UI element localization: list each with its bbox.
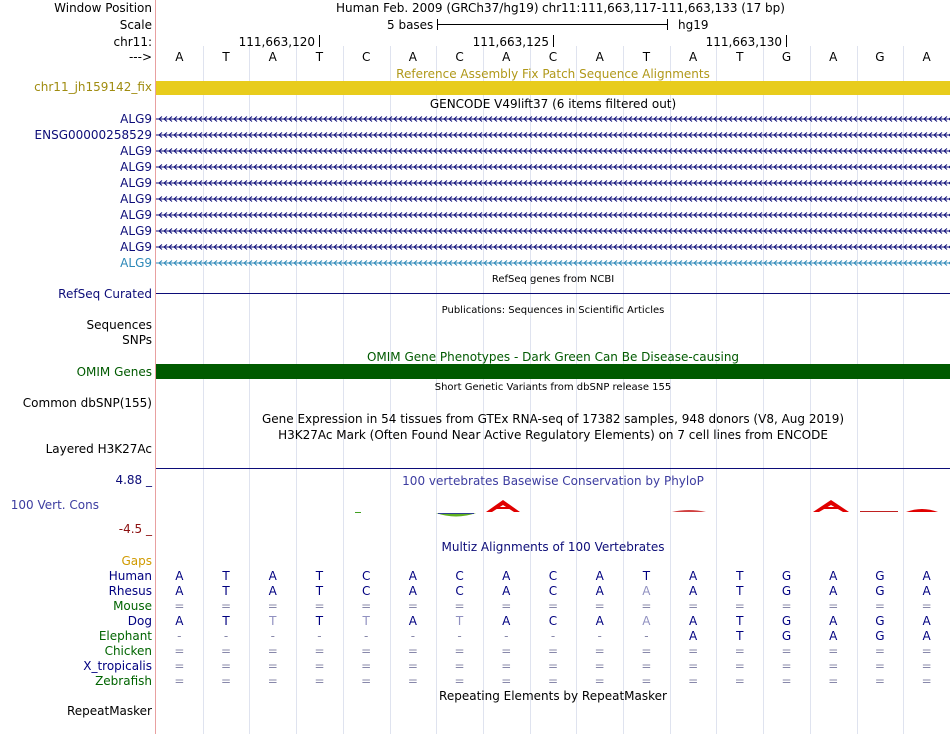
alignment-base: = [361,644,372,658]
phylop-bar-1 [860,511,898,512]
alignment-base: - [644,629,649,643]
alignment-base: = [174,644,185,658]
repeatmasker-label[interactable]: RepeatMasker [66,704,152,718]
species-label[interactable]: Zebrafish [95,674,152,688]
alignment-base: = [641,644,652,658]
alignment-base: A [502,584,511,598]
alignment-base: = [688,599,699,613]
alignment-base: = [641,659,652,673]
alignment-base: = [874,644,885,658]
alignment-base: = [267,659,278,673]
alignment-base: G [781,584,792,598]
alignment-base: C [548,584,558,598]
reference-base: C [455,50,464,64]
gencode-title: GENCODE V49lift37 (6 items filtered out) [429,97,677,111]
alignment-base: = [407,644,418,658]
ruler-tick-label: 111,663,130 [705,35,782,49]
reference-base: A [268,50,277,64]
alignment-base: T [736,569,744,583]
alignment-base: A [595,569,604,583]
alignment-base: A [922,569,931,583]
alignment-base: = [267,644,278,658]
alignment-base: T [222,614,230,628]
alignment-base: = [407,599,418,613]
alignment-base: = [454,659,465,673]
phylop-bar-2 [355,512,361,513]
alignment-base: = [921,659,932,673]
reference-base: T [642,50,651,64]
species-label[interactable]: Elephant [98,629,152,643]
h3k27ac-title: H3K27Ac Mark (Often Found Near Active Regulatory Elements) on 7 cell lines from ENCODE [278,428,828,442]
alignment-base: = [361,599,372,613]
alignment-base: T [315,569,324,583]
alignment-base: - [317,629,322,643]
alignment-base: - [410,629,416,643]
alignment-base: C [455,584,464,598]
alignment-base: = [314,644,325,658]
gencode-item-label[interactable]: ALG9 [120,112,152,126]
alignment-base: T [222,584,230,598]
alignment-base: = [314,674,325,688]
species-label[interactable]: Rhesus [108,584,152,598]
alignment-base: - [504,629,509,643]
alignment-base: = [781,659,792,673]
gencode-item-label[interactable]: ALG9 [120,208,152,222]
scale-label: Scale [119,18,152,32]
alignment-base: = [407,674,418,688]
alignment-base: = [501,659,512,673]
alignment-base: A [829,584,838,598]
species-label[interactable]: Dog [127,614,152,628]
alignment-base: = [594,674,605,688]
alignment-base: = [594,659,605,673]
alignment-base: = [921,644,932,658]
alignment-base: T [362,614,370,628]
alignment-base: = [828,659,839,673]
h3k27ac-label[interactable]: Layered H3K27Ac [45,442,152,456]
omim-label[interactable]: OMIM Genes [76,365,152,379]
reference-base: A [922,50,931,64]
gtex-title: Gene Expression in 54 tissues from GTEx RNA-seq of 17382 samples, 948 donors (V8, Aug 2019) [261,412,845,426]
alignment-base: = [547,599,559,613]
alignment-base: = [734,659,745,673]
gencode-item-label[interactable]: ALG9 [120,256,152,270]
reference-base: C [548,50,558,64]
refseq-label[interactable]: RefSeq Curated [58,287,152,301]
alignment-base: C [548,569,558,583]
alignment-base: A [689,629,698,643]
alignment-base: = [781,644,792,658]
alignment-base: G [875,584,885,598]
alignment-base: T [269,614,277,628]
db-label: hg19 [678,18,709,32]
alignment-base: A [268,584,277,598]
alignment-base: - [597,629,602,643]
alignment-base: = [921,674,932,688]
alignment-base: C [361,584,371,598]
alignment-base: = [547,644,559,658]
ruler-tick-label: 111,663,120 [238,35,315,49]
alignment-base: = [361,674,372,688]
alignment-base: A [922,629,931,643]
alignment-base: - [270,629,275,643]
alignment-base: = [221,644,232,658]
alignment-base: - [550,629,556,643]
alignment-base: = [221,599,232,613]
alignment-base: C [455,569,464,583]
alignment-base: T [222,569,230,583]
ruler-tick-label: 111,663,125 [472,35,549,49]
alignment-base: = [454,599,465,613]
refseq-title: RefSeq genes from NCBI [491,274,615,285]
alignment-base: A [175,614,184,628]
alignment-base: = [828,599,839,613]
alignment-base: A [408,614,417,628]
alignment-base: T [315,614,324,628]
species-label[interactable]: Mouse [113,599,152,613]
alignment-base: A [829,629,838,643]
alignment-base: = [594,599,605,613]
alignment-base: G [781,614,792,628]
alignment-base: - [457,629,462,643]
alignment-base: = [828,644,839,658]
alignment-base: = [454,644,465,658]
alignment-base: = [361,659,372,673]
pubs-title: Publications: Sequences in Scientific Articles [441,305,665,316]
phylop-title: 100 vertebrates Basewise Conservation by PhyloP [402,474,704,488]
position-readout: chr11:111,663,117-111,663,133 (17 bp) [542,1,785,15]
reference-base: T [222,50,230,64]
alignment-base: - [364,629,369,643]
alignment-base: = [314,659,325,673]
alignment-base: T [736,584,744,598]
repeatmasker-title: Repeating Elements by RepeatMasker [439,689,667,703]
scale-bar-label: 5 bases [387,18,434,32]
alignment-base: A [408,569,417,583]
multiz-title: Multiz Alignments of 100 Vertebrates [441,540,665,554]
alignment-base: = [267,674,278,688]
sequences-label[interactable]: Sequences [86,318,152,332]
alignment-base: T [455,614,464,628]
alignment-base: = [874,599,885,613]
gaps-label[interactable]: Gaps [121,554,152,568]
omim-title: OMIM Gene Phenotypes - Dark Green Can Be Disease-causing [366,350,740,364]
alignment-base: A [689,584,698,598]
species-label[interactable]: Human [108,569,152,583]
reference-base: T [736,50,744,64]
alignment-base: C [548,614,558,628]
alignment-base: = [547,674,559,688]
alignment-base: = [174,674,185,688]
reference-base: A [408,50,417,64]
alignment-base: = [734,599,745,613]
alignment-base: A [502,614,511,628]
alignment-base: T [315,584,324,598]
phylop-max-label: 4.88 _ [115,473,152,487]
alignment-base: - [223,629,229,643]
species-label[interactable]: Chicken [104,644,152,658]
phylop-logo-a-2 [813,500,849,512]
reference-base: A [502,50,511,64]
alignment-base: = [407,659,418,673]
alignment-base: A [922,614,931,628]
reference-base: A [829,50,838,64]
phylop-logo-a-1 [486,500,520,512]
alignment-base: G [875,569,885,583]
alignment-base: A [829,614,838,628]
alignment-base: A [689,614,698,628]
alignment-base: G [781,569,792,583]
chrom-label: chr11: [113,35,152,49]
alignment-base: A [408,584,417,598]
alignment-base: = [267,599,278,613]
reference-base: A [595,50,604,64]
alignment-base: A [175,569,184,583]
alignment-base: = [594,644,605,658]
alignment-base: = [547,659,559,673]
gencode-item-label[interactable]: ALG9 [120,160,152,174]
alignment-base: A [642,584,651,598]
alignment-base: T [642,569,651,583]
gencode-item-label[interactable]: ENSG00000258529 [34,128,152,142]
alignment-base: A [595,614,604,628]
alignment-base: - [177,629,182,643]
alignment-base: = [454,674,465,688]
alignment-base: = [501,599,512,613]
alignment-base: A [689,569,698,583]
phylop-min-label: -4.5 _ [118,522,152,536]
alignment-base: = [874,674,885,688]
alignment-base: = [734,674,745,688]
gencode-item-label[interactable]: ALG9 [120,240,152,254]
alignment-base: = [828,674,839,688]
alignment-base: A [642,614,651,628]
track-display[interactable] [156,0,950,734]
gencode-item-label[interactable]: ALG9 [120,192,152,206]
cons-label[interactable]: 100 Vert. Cons [10,498,99,512]
fix-patch-title: Reference Assembly Fix Patch Sequence Alignments [396,67,710,81]
dbsnp-title: Short Genetic Variants from dbSNP release 155 [434,382,672,393]
gencode-item-label[interactable]: ALG9 [120,144,152,158]
reference-base: G [781,50,792,64]
reference-base: A [175,50,184,64]
dbsnp-label[interactable]: Common dbSNP(155) [22,396,152,410]
alignment-base: A [175,584,184,598]
alignment-base: = [734,644,745,658]
phylop-neg-line [438,513,474,514]
fix-patch-label[interactable]: chr11_jh159142_fix [34,80,152,94]
alignment-base: G [781,629,792,643]
alignment-base: = [174,659,185,673]
alignment-base: = [501,674,512,688]
alignment-base: A [268,569,277,583]
alignment-base: A [595,584,604,598]
reference-base: T [315,50,324,64]
species-label[interactable]: X_tropicalis [83,659,152,673]
reference-base: A [689,50,698,64]
alignment-base: = [221,659,232,673]
assembly-title: Human Feb. 2009 (GRCh37/hg19) [336,1,539,15]
alignment-base: T [736,629,744,643]
reference-base: G [875,50,885,64]
alignment-base: = [781,674,792,688]
alignment-base: = [688,659,699,673]
alignment-base: = [641,599,652,613]
alignment-base: T [736,614,744,628]
alignment-base: C [361,569,371,583]
alignment-base: A [829,569,838,583]
alignment-base: = [688,674,699,688]
alignment-base: = [921,599,932,613]
track-labels [0,0,155,734]
alignment-base: = [874,659,885,673]
alignment-base: G [875,629,885,643]
gencode-item-label[interactable]: ALG9 [120,176,152,190]
alignment-base: = [174,599,185,613]
alignment-base: A [922,584,931,598]
alignment-base: = [688,644,699,658]
phylop-bump-2 [906,509,938,512]
window-position-label: Window Position [54,1,152,15]
alignment-base: = [781,599,792,613]
strand-arrow-label: ---> [128,50,152,64]
alignment-base: A [502,569,511,583]
alignment-base: = [501,644,512,658]
gencode-item-label[interactable]: ALG9 [120,224,152,238]
alignment-base: = [314,599,325,613]
reference-base: C [361,50,371,64]
phylop-bump-1 [672,510,706,512]
alignment-base: = [221,674,232,688]
alignment-base: G [875,614,885,628]
snps-label[interactable]: SNPs [122,333,152,347]
alignment-base: = [641,674,652,688]
